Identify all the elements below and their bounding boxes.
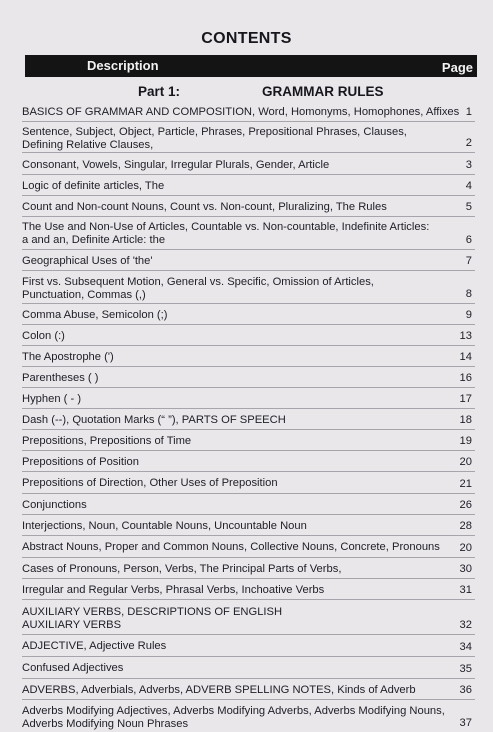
toc-entry-page: 34 bbox=[459, 641, 472, 653]
toc-entry-page: 18 bbox=[459, 414, 472, 426]
toc-entry-text: ADJECTIVE, Adjective Rules bbox=[22, 640, 167, 652]
toc-entry bbox=[22, 122, 475, 153]
toc-entry-page: 19 bbox=[459, 435, 472, 447]
toc-entry-page: 32 bbox=[459, 619, 472, 631]
toc-entry-text: First vs. Subsequent Motion, General vs. Specific, Omission of Articles, Punctuation, Commas (,) bbox=[22, 276, 374, 301]
description-column-label: Description bbox=[87, 58, 159, 73]
page-column-label: Page bbox=[441, 60, 473, 75]
toc-entry-page: 20 bbox=[459, 456, 472, 468]
toc-entry-text: Interjections, Noun, Countable Nouns, Uncountable Noun bbox=[22, 520, 307, 532]
toc-entry bbox=[22, 346, 475, 367]
part-label: Part 1: bbox=[138, 84, 181, 99]
toc-entry bbox=[22, 679, 475, 700]
toc-entry-page: 30 bbox=[459, 563, 472, 575]
toc-entry-page: 17 bbox=[459, 393, 472, 405]
toc-entry bbox=[22, 250, 475, 271]
toc-entry-text: Hyphen ( - ) bbox=[22, 393, 82, 405]
toc-entry bbox=[22, 635, 475, 657]
toc-entry bbox=[22, 304, 475, 325]
toc-entry-text: BASICS OF GRAMMAR AND COMPOSITION, Word, Homonyms, Homophones, Affixes bbox=[22, 106, 460, 118]
toc-entry bbox=[22, 196, 475, 217]
toc-entry-page: 31 bbox=[459, 584, 472, 596]
toc-entry-text: Prepositions, Prepositions of Time bbox=[22, 435, 192, 447]
toc-entry bbox=[22, 217, 475, 250]
toc-entry-text: Colon (:) bbox=[22, 330, 65, 342]
toc-entry-text: Confused Adjectives bbox=[22, 662, 124, 674]
toc-entry bbox=[22, 536, 475, 558]
toc-entry-page: 8 bbox=[465, 288, 472, 300]
toc-entry-text: Prepositions of Direction, Other Uses of Preposition bbox=[22, 477, 278, 489]
contents-header-bar bbox=[25, 55, 477, 77]
toc-entry-text: Geographical Uses of 'the' bbox=[22, 255, 153, 267]
toc-entry-text: Sentence, Subject, Object, Particle, Phrases, Prepositional Phrases, Clauses, Defining Relative Clauses, bbox=[22, 126, 407, 151]
toc-entry-page: 13 bbox=[459, 330, 472, 342]
toc-entry bbox=[22, 153, 475, 175]
toc-entry bbox=[22, 515, 475, 536]
toc-entry-text: Cases of Pronouns, Person, Verbs, The Principal Parts of Verbs, bbox=[22, 563, 342, 575]
toc-entry-page: 4 bbox=[465, 180, 472, 192]
toc-entry bbox=[22, 472, 475, 494]
toc-entry bbox=[22, 175, 475, 196]
toc-entry bbox=[22, 700, 475, 732]
part-name: GRAMMAR RULES bbox=[262, 84, 384, 99]
toc-entry-page: 35 bbox=[459, 663, 472, 675]
toc-entry bbox=[22, 325, 475, 346]
toc-entry-page: 28 bbox=[459, 520, 472, 532]
toc-entry-page: 3 bbox=[465, 159, 472, 171]
toc-entry-text: The Apostrophe (') bbox=[22, 351, 114, 363]
toc-entry-text: The Use and Non-Use of Articles, Countable vs. Non-countable, Indefinite Articles: a and an, Definite Article: the bbox=[22, 221, 430, 246]
toc-entry bbox=[22, 558, 475, 579]
toc-entry bbox=[22, 388, 475, 409]
toc-entry bbox=[22, 102, 475, 122]
toc-entry-text: AUXILIARY VERBS, DESCRIPTIONS OF ENGLISH AUXILIARY VERBS bbox=[22, 606, 283, 631]
toc-entry-page: 20 bbox=[459, 542, 472, 554]
toc-entry bbox=[22, 367, 475, 388]
toc-entry bbox=[22, 271, 475, 304]
toc-entry bbox=[22, 430, 475, 451]
toc-entry-page: 6 bbox=[465, 234, 472, 246]
toc-entry-page: 26 bbox=[459, 499, 472, 511]
toc-entry-text: Parentheses ( ) bbox=[22, 372, 99, 384]
toc-entry-text: Logic of definite articles, The bbox=[22, 180, 165, 192]
toc-entry-page: 5 bbox=[465, 201, 472, 213]
toc-entry-text: Conjunctions bbox=[22, 499, 87, 511]
toc-entry-page: 16 bbox=[459, 372, 472, 384]
toc-entry-text: Consonant, Vowels, Singular, Irregular Plurals, Gender, Article bbox=[22, 159, 330, 171]
toc-entry bbox=[22, 451, 475, 472]
toc-entry-text: Count and Non-count Nouns, Count vs. Non-count, Pluralizing, The Rules bbox=[22, 201, 387, 213]
toc-entry bbox=[22, 657, 475, 679]
toc-entry-page: 14 bbox=[459, 351, 472, 363]
toc-entry-page: 37 bbox=[459, 717, 472, 729]
toc-entry-text: ADVERBS, Adverbials, Adverbs, ADVERB SPELLING NOTES, Kinds of Adverb bbox=[22, 684, 416, 696]
toc-entry-text: Adverbs Modifying Adjectives, Adverbs Modifying Adverbs, Adverbs Modifying Nouns, Adverbs Modifying Noun Phrases bbox=[22, 705, 445, 730]
toc-entry-text: Irregular and Regular Verbs, Phrasal Verbs, Inchoative Verbs bbox=[22, 584, 325, 596]
toc-entry bbox=[22, 579, 475, 600]
toc-entry-text: Dash (--), Quotation Marks (“ ”), PARTS OF SPEECH bbox=[22, 414, 286, 426]
toc-entry bbox=[22, 409, 475, 430]
toc-entry-text: Abstract Nouns, Proper and Common Nouns, Collective Nouns, Concrete, Pronouns bbox=[22, 541, 440, 553]
toc-list bbox=[22, 102, 475, 732]
toc-entry-page: 21 bbox=[459, 478, 472, 490]
toc-entry-page: 1 bbox=[465, 106, 472, 118]
toc-entry-page: 9 bbox=[465, 309, 472, 321]
toc-entry bbox=[22, 600, 475, 635]
toc-entry bbox=[22, 494, 475, 515]
toc-entry-page: 2 bbox=[465, 137, 472, 149]
contents-heading: CONTENTS bbox=[201, 30, 292, 47]
toc-entry-page: 36 bbox=[459, 684, 472, 696]
toc-entry-text: Comma Abuse, Semicolon (;) bbox=[22, 309, 168, 321]
toc-entry-page: 7 bbox=[465, 255, 472, 267]
toc-entry-text: Prepositions of Position bbox=[22, 456, 139, 468]
